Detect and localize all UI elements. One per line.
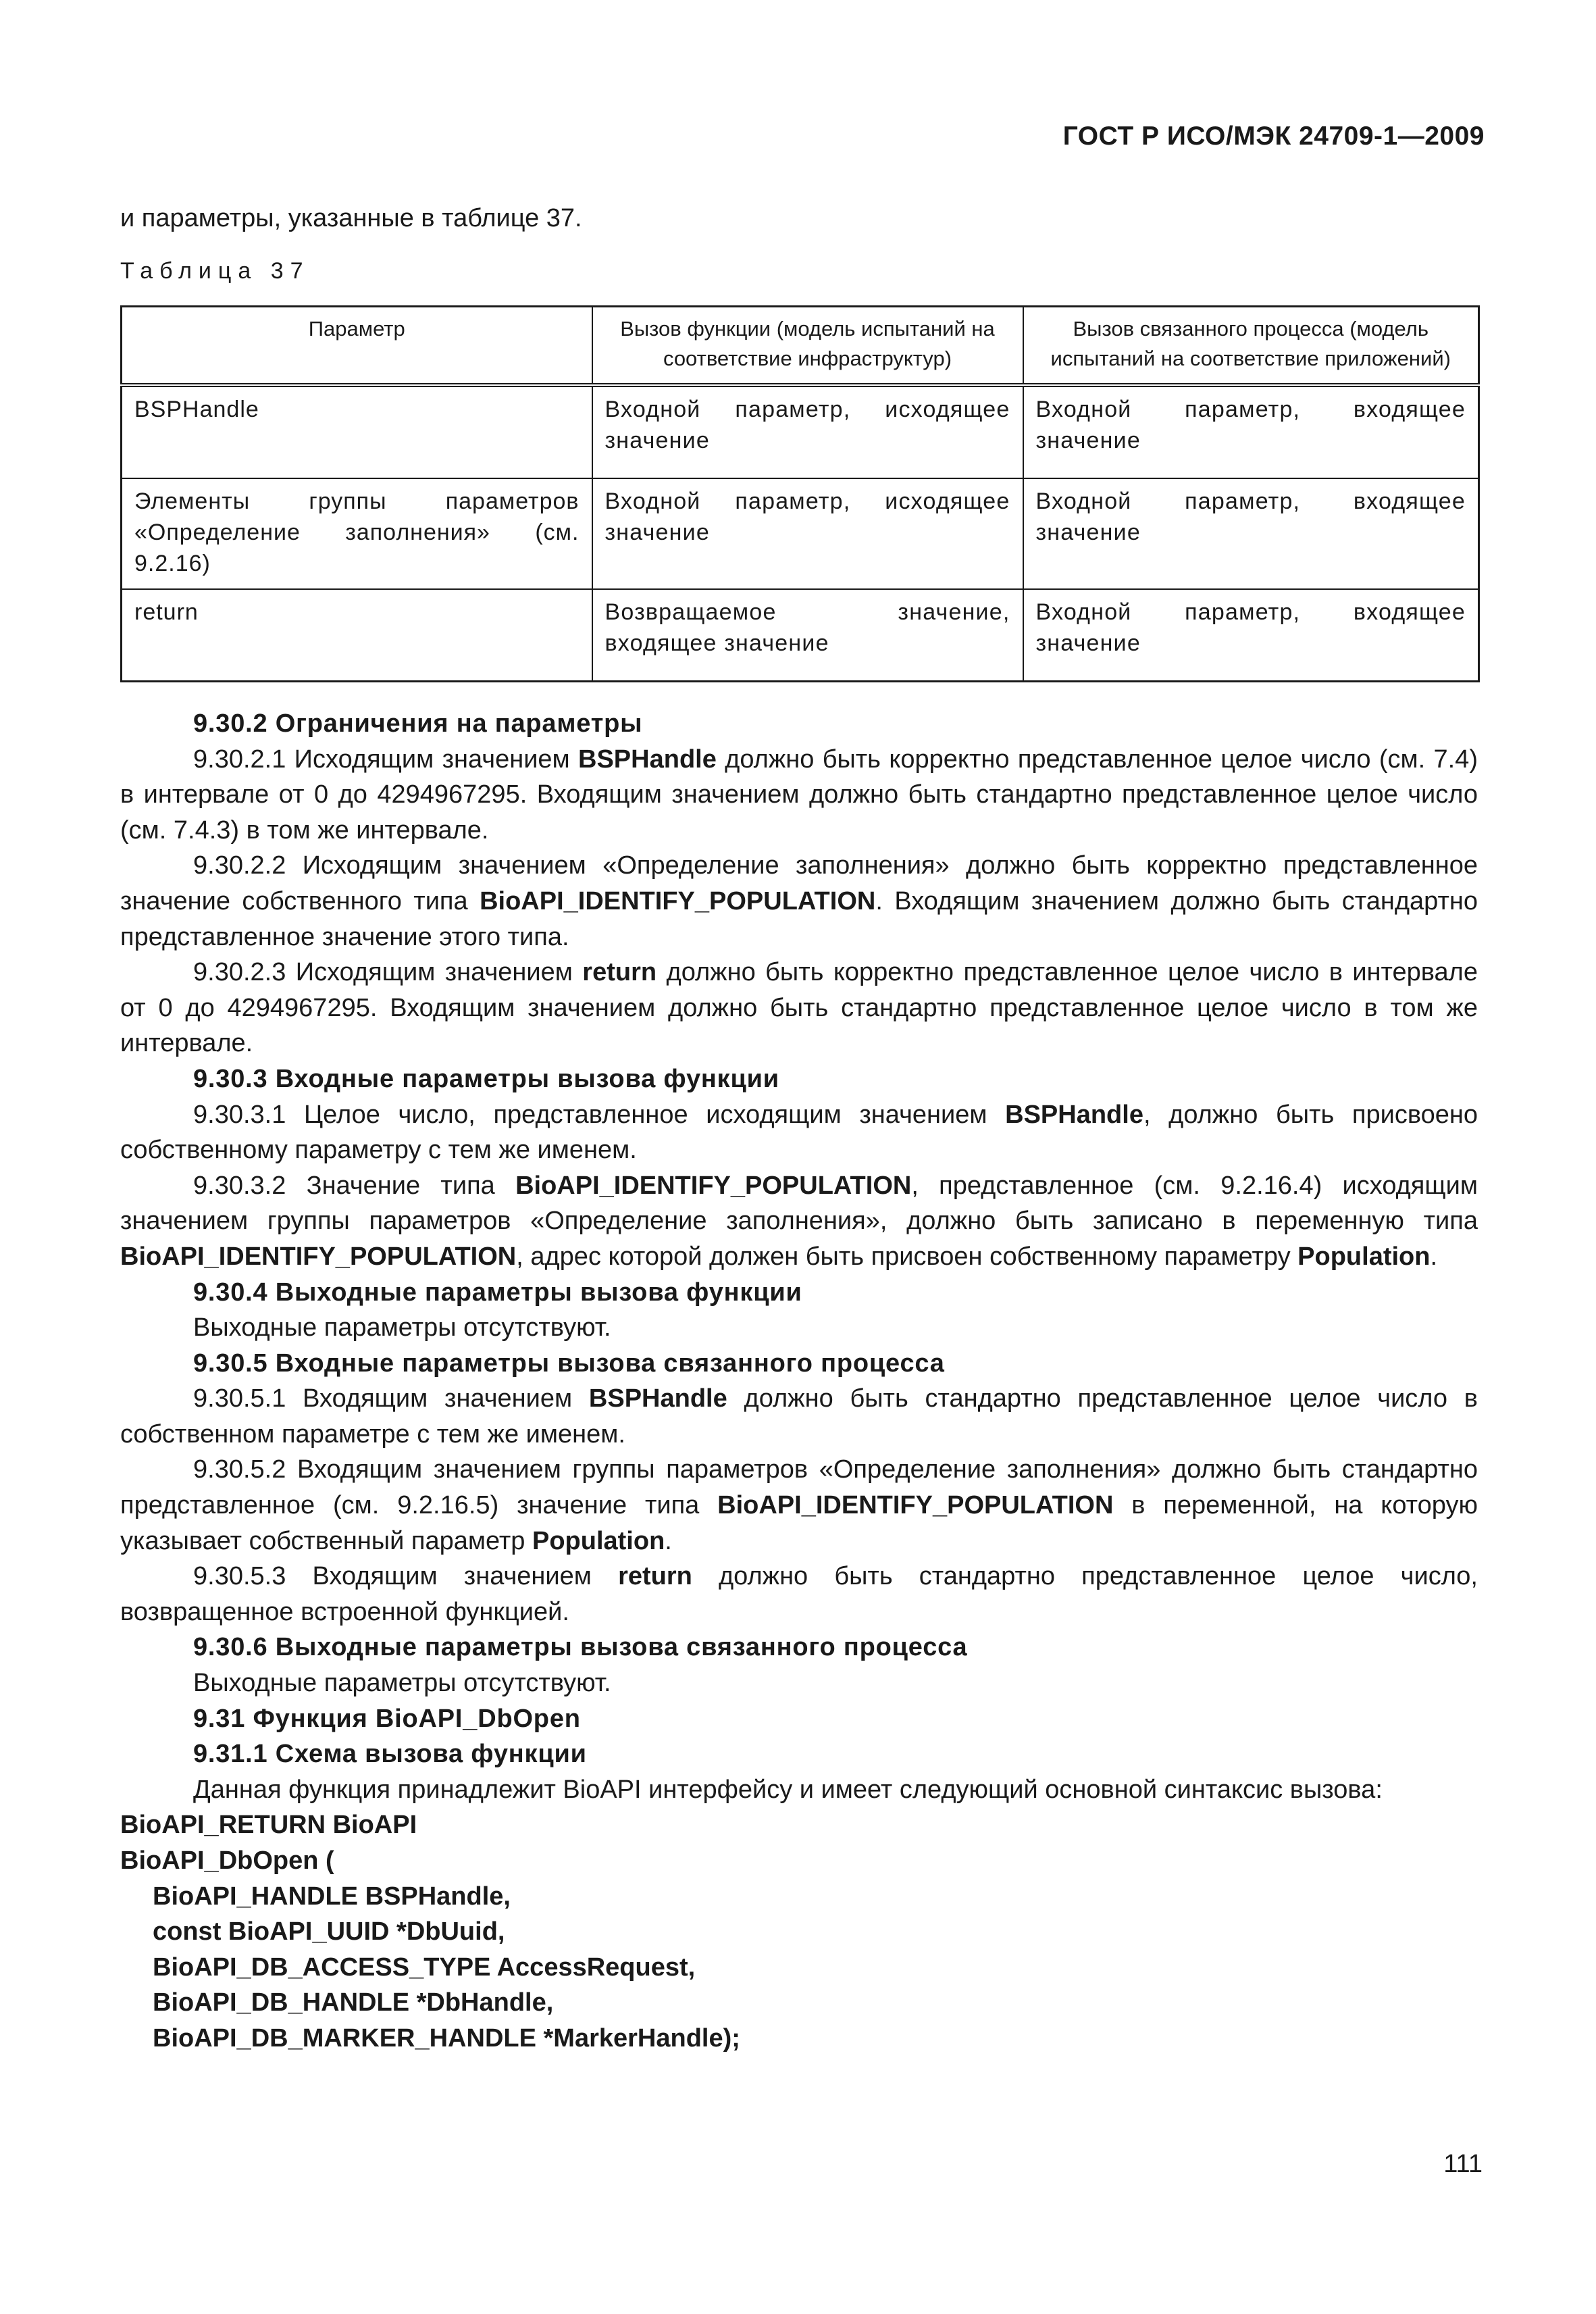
text-run: должно быть корректно представленное целое число (см. 7.4) в интервале от 0 до 4294967295. Входящим значением должно быть стандартно представленное целое число (см. 7.4.3) в том же интервале. (120, 745, 1478, 845)
intro-text: и параметры, указанные в таблице 37. (120, 204, 582, 232)
table-cell: Входной параметр, входящее значение (1023, 478, 1479, 589)
table-row (122, 385, 1479, 478)
paragraph (120, 1452, 1478, 1559)
paragraph: Данная функция принадлежит BioAPI интерфейсу и имеет следующий основной синтаксис вызова: (193, 1775, 1383, 1804)
text-run: . (665, 1526, 672, 1555)
paragraph: Выходные параметры отсутствуют. (193, 1313, 611, 1342)
paragraph (120, 1097, 1478, 1168)
identifier: return (582, 958, 657, 987)
table-header-cell: Вызов функции (модель испытаний на соответствие инфраструктур) (592, 307, 1023, 386)
identifier: BSPHandle (588, 1384, 727, 1413)
text-run: 9.30.2.3 Исходящим значением (193, 958, 583, 987)
text-run: 9.30.3.2 Значение типа (193, 1171, 516, 1200)
text-run: 9.30.2.2 Исходящим значением «Определение заполнения» должно быть корректно представленное значение собственного типа (120, 851, 1478, 915)
identifier: BioAPI_IDENTIFY_POPULATION (480, 886, 876, 915)
identifier: Population (532, 1526, 665, 1555)
identifier: BSPHandle (1005, 1100, 1143, 1129)
table-header-cell: Вызов связанного процесса (модель испытаний на соответствие приложений) (1023, 307, 1479, 386)
paragraph (120, 1381, 1478, 1452)
table-cell: Входной параметр, входящее значение (1023, 385, 1479, 478)
identifier: BioAPI_IDENTIFY_POPULATION (515, 1171, 912, 1200)
table-cell: Входной параметр, входящее значение (1023, 589, 1479, 682)
text-run: , представленное (см. 9.2.16.4) исходящим значением группы параметров «Определение заполнения», должно быть записано в переменную типа (120, 1171, 1478, 1236)
paragraph: Выходные параметры отсутствуют. (193, 1669, 611, 1698)
identifier: BioAPI_IDENTIFY_POPULATION (717, 1491, 1114, 1520)
table-header-cell: Параметр (122, 307, 592, 386)
text-run: 9.30.5.1 Входящим значением (193, 1384, 589, 1413)
text-run: . (1430, 1242, 1438, 1271)
code-line: BioAPI_RETURN BioAPI (120, 1811, 417, 1840)
text-run: в переменной, на которую указывает собственный параметр (120, 1491, 1478, 1555)
section-heading: 9.31.1 Схема вызова функции (193, 1740, 587, 1769)
section-heading: 9.30.6 Выходные параметры вызова связанного процесса (193, 1633, 968, 1662)
paragraph (120, 955, 1478, 1061)
code-line: BioAPI_HANDLE BSPHandle, (153, 1882, 511, 1911)
section-heading: 9.30.2 Ограничения на параметры (193, 709, 643, 738)
text-run: . Входящим значением должно быть стандартно представленное значение этого типа. (120, 886, 1478, 951)
text-run: 9.30.5.2 Входящим значением группы параметров «Определение заполнения» должно быть стандартно представленное (см. 9.2.16.5) значение типа (120, 1455, 1478, 1520)
code-line: const BioAPI_UUID *DbUuid, (153, 1917, 505, 1946)
section-heading: 9.31 Функция BioAPI_DbOpen (193, 1704, 581, 1733)
table-cell: Входной параметр, исходящее значение (592, 385, 1023, 478)
identifier: Population (1297, 1242, 1431, 1271)
code-line: BioAPI_DB_MARKER_HANDLE *MarkerHandle); (153, 2023, 740, 2053)
identifier: BioAPI_IDENTIFY_POPULATION (120, 1242, 517, 1271)
page-number: 111 (1443, 2150, 1483, 2178)
table-cell: Входной параметр, исходящее значение (592, 478, 1023, 589)
identifier: return (618, 1562, 692, 1591)
text-run: должно быть стандартно представленное целое число в собственном параметре с тем же именем. (120, 1384, 1478, 1449)
code-line: BioAPI_DbOpen ( (120, 1846, 334, 1875)
table-cell: return (122, 589, 592, 682)
text-run: , адрес которой должен быть присвоен собственному параметру (516, 1242, 1298, 1271)
table-header-row (122, 307, 1479, 386)
text-run: 9.30.5.3 Входящим значением (193, 1562, 619, 1591)
paragraph (120, 742, 1478, 849)
parameters-table (120, 305, 1480, 682)
table-cell: Возвращаемое значение, входящее значение (592, 589, 1023, 682)
section-heading: 9.30.3 Входные параметры вызова функции (193, 1064, 779, 1093)
code-line: BioAPI_DB_HANDLE *DbHandle, (153, 1988, 554, 2017)
text-run: 9.30.2.1 Исходящим значением (193, 745, 579, 774)
table-cell: BSPHandle (122, 385, 592, 478)
paragraph (120, 1168, 1478, 1275)
table-cell: Элементы группы параметров «Определение заполнения» (см. 9.2.16) (122, 478, 592, 589)
paragraph (120, 1559, 1478, 1630)
identifier: BSPHandle (578, 745, 717, 774)
text-run: должно быть стандартно представленное целое число, возвращенное встроенной функцией. (120, 1562, 1478, 1626)
paragraph (120, 848, 1478, 955)
table-row (122, 589, 1479, 682)
section-heading: 9.30.5 Входные параметры вызова связанного процесса (193, 1349, 945, 1378)
document-header: ГОСТ Р ИСО/МЭК 24709-1—2009 (1062, 122, 1485, 151)
code-line: BioAPI_DB_ACCESS_TYPE AccessRequest, (153, 1953, 696, 1982)
text-run: 9.30.3.1 Целое число, представленное исходящим значением (193, 1100, 1006, 1129)
text-run: , должно быть присвоено собственному параметру с тем же именем. (120, 1100, 1478, 1165)
table-row (122, 478, 1479, 589)
document-body (120, 706, 1478, 2057)
section-heading: 9.30.4 Выходные параметры вызова функции (193, 1278, 802, 1307)
table-caption: Таблица 37 (120, 258, 310, 284)
text-run: должно быть корректно представленное целое число в интервале от 0 до 4294967295. Входящим значением должно быть стандартно представленное целое число в том же интервале. (120, 958, 1478, 1058)
